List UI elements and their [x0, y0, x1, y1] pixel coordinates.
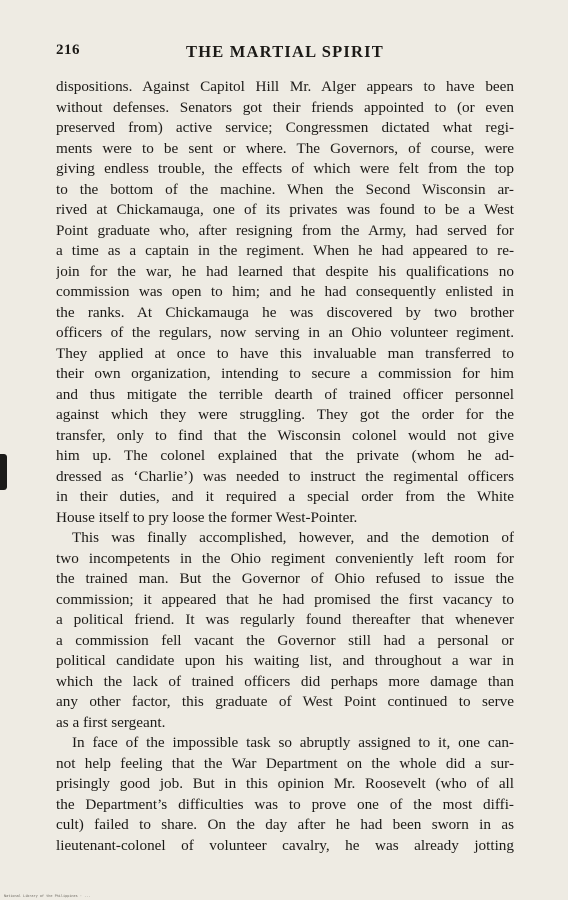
text-line: dispositions. Against Capitol Hill Mr. Alger appears to have been: [56, 78, 514, 95]
text-line: transfer, only to find that the Wisconsin colonel would not give: [56, 426, 514, 444]
text-line: House itself to pry loose the former West-Pointer.: [56, 508, 358, 526]
text-line: in their duties, and it required a special order from the White: [56, 488, 514, 505]
text-line: and thus mitigate the terrible dearth of trained officer personnel: [56, 385, 514, 403]
text-line: not help feeling that the War Department on the whole did a sur-: [56, 754, 514, 772]
text-line: officers of the regulars, now serving in an Ohio volunteer regiment.: [56, 324, 514, 341]
page-header: [56, 42, 514, 64]
text-line: against which they were struggling. They got the order for the: [56, 406, 514, 423]
binding-mark: [0, 454, 7, 490]
text-line: without defenses. Senators got their friends appointed to (or even: [56, 98, 514, 116]
text-line: commission; it appeared that he had promised the first vacancy to: [56, 590, 514, 608]
text-line: any other factor, this graduate of West Point continued to serve: [56, 693, 514, 710]
text-line: the ranks. At Chickamauga he was discovered by two brother: [56, 303, 514, 321]
text-line: Point graduate who, after resigning from the Army, had served for: [56, 221, 514, 239]
text-line: a political friend. It was regularly found thereafter that whenever: [56, 611, 514, 628]
text-line: They applied at once to have this invaluable man transferred to: [56, 344, 514, 362]
text-line: dressed as ‘Charlie’) was needed to instruct the regimental officers: [56, 467, 514, 485]
text-line: This was finally accomplished, however, and the demotion of: [72, 529, 514, 546]
text-line: prisingly good job. But in this opinion Mr. Roosevelt (who of all: [56, 775, 514, 792]
text-line: the Department’s difficulties was to prove one of the most diffi-: [56, 795, 514, 813]
text-line: a commission fell vacant the Governor still had a personal or: [56, 631, 514, 649]
text-line: join for the war, he had learned that despite his qualifications no: [56, 262, 514, 280]
page-number: 216: [56, 42, 80, 58]
text-line: cult) failed to share. On the day after he had been sworn in as: [56, 816, 514, 833]
text-line: two incompetents in the Ohio regiment conveniently left room for: [56, 549, 514, 567]
text-line: giving endless trouble, the effects of which were felt from the top: [56, 160, 514, 177]
text-line: as a first sergeant.: [56, 713, 166, 731]
text-line: In face of the impossible task so abruptly assigned to it, one can-: [72, 734, 514, 751]
scan-footer: National Library of the Philippines · ...: [4, 894, 91, 898]
text-line: the trained man. But the Governor of Ohio refused to issue the: [56, 570, 514, 587]
text-line: preserved from) active service; Congressmen dictated what regi-: [56, 119, 514, 136]
text-line: lieutenant-colonel of volunteer cavalry, he was already jotting: [56, 836, 514, 854]
text-line: ments were to be sent or where. The Governors, of course, were: [56, 139, 514, 157]
text-line: commission was open to him; and he had consequently enlisted in: [56, 283, 514, 300]
text-line: political candidate upon his waiting list, and throughout a war in: [56, 652, 514, 669]
text-line: their own organization, intending to secure a commission for him: [56, 365, 514, 382]
text-line: rived at Chickamauga, one of its privates was found to be a West: [56, 201, 514, 218]
text-line: which the lack of trained officers did perhaps more damage than: [56, 672, 514, 690]
text-line: to the bottom of the machine. When the Second Wisconsin ar-: [56, 180, 514, 198]
text-line: him up. The colonel explained that the private (whom he ad-: [56, 447, 514, 464]
text-line: a time as a captain in the regiment. When he had appeared to re-: [56, 242, 514, 259]
body-text: [56, 77, 514, 856]
running-title: THE MARTIAL SPIRIT: [186, 42, 384, 61]
